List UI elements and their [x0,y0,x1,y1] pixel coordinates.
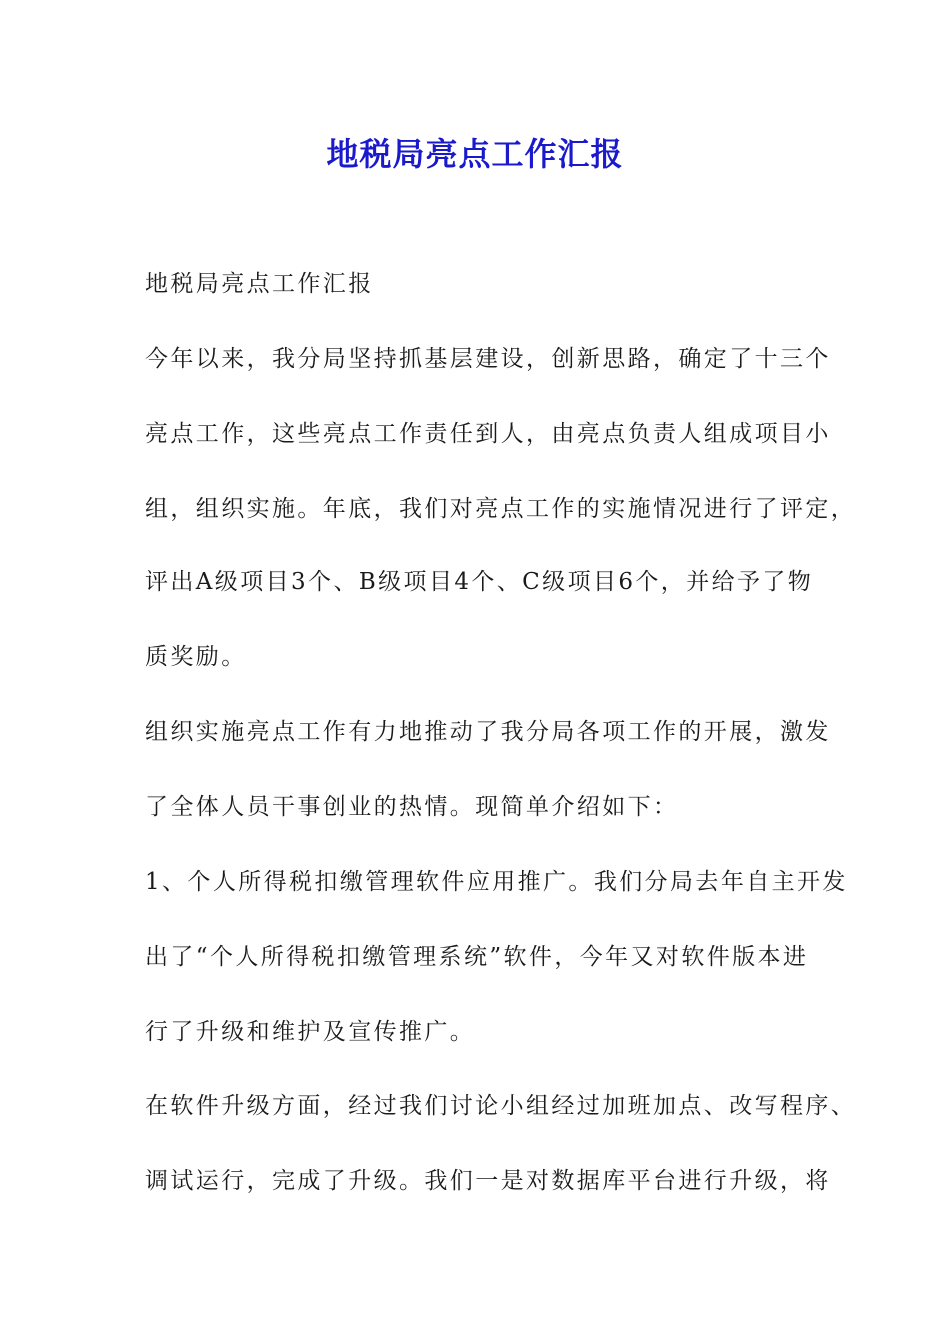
body-line: 今年以来，我分局坚持抓基层建设，创新思路，确定了十三个 [145,346,831,372]
body-line: 行了升级和维护及宣传推广。 [145,1019,476,1045]
body-line: 组，组织实施。年底，我们对亮点工作的实施情况进行了评定， [145,496,857,522]
body-line: 组织实施亮点工作有力地推动了我分局各项工作的开展，激发 [145,719,831,745]
body-line: 调试运行，完成了升级。我们一是对数据库平台进行升级，将 [145,1168,831,1194]
body-line: 亮点工作，这些亮点工作责任到人，由亮点负责人组成项目小 [145,421,831,447]
body-line: 1、个人所得税扣缴管理软件应用推广。我们分局去年自主开发 [145,869,848,895]
body-line: 地税局亮点工作汇报 [145,271,374,297]
document-title: 地税局亮点工作汇报 [326,135,624,173]
body-line: 了全体人员干事创业的热情。现简单介绍如下： [145,794,679,820]
body-line: 评出A级项目3个、B级项目4个、C级项目6个，并给予了物 [145,569,814,595]
body-line: 质奖励。 [145,644,247,670]
body-line: 在软件升级方面，经过我们讨论小组经过加班加点、改写程序、 [145,1093,857,1119]
body-line: 出了“个人所得税扣缴管理系统”软件，今年又对软件版本进 [145,944,809,970]
